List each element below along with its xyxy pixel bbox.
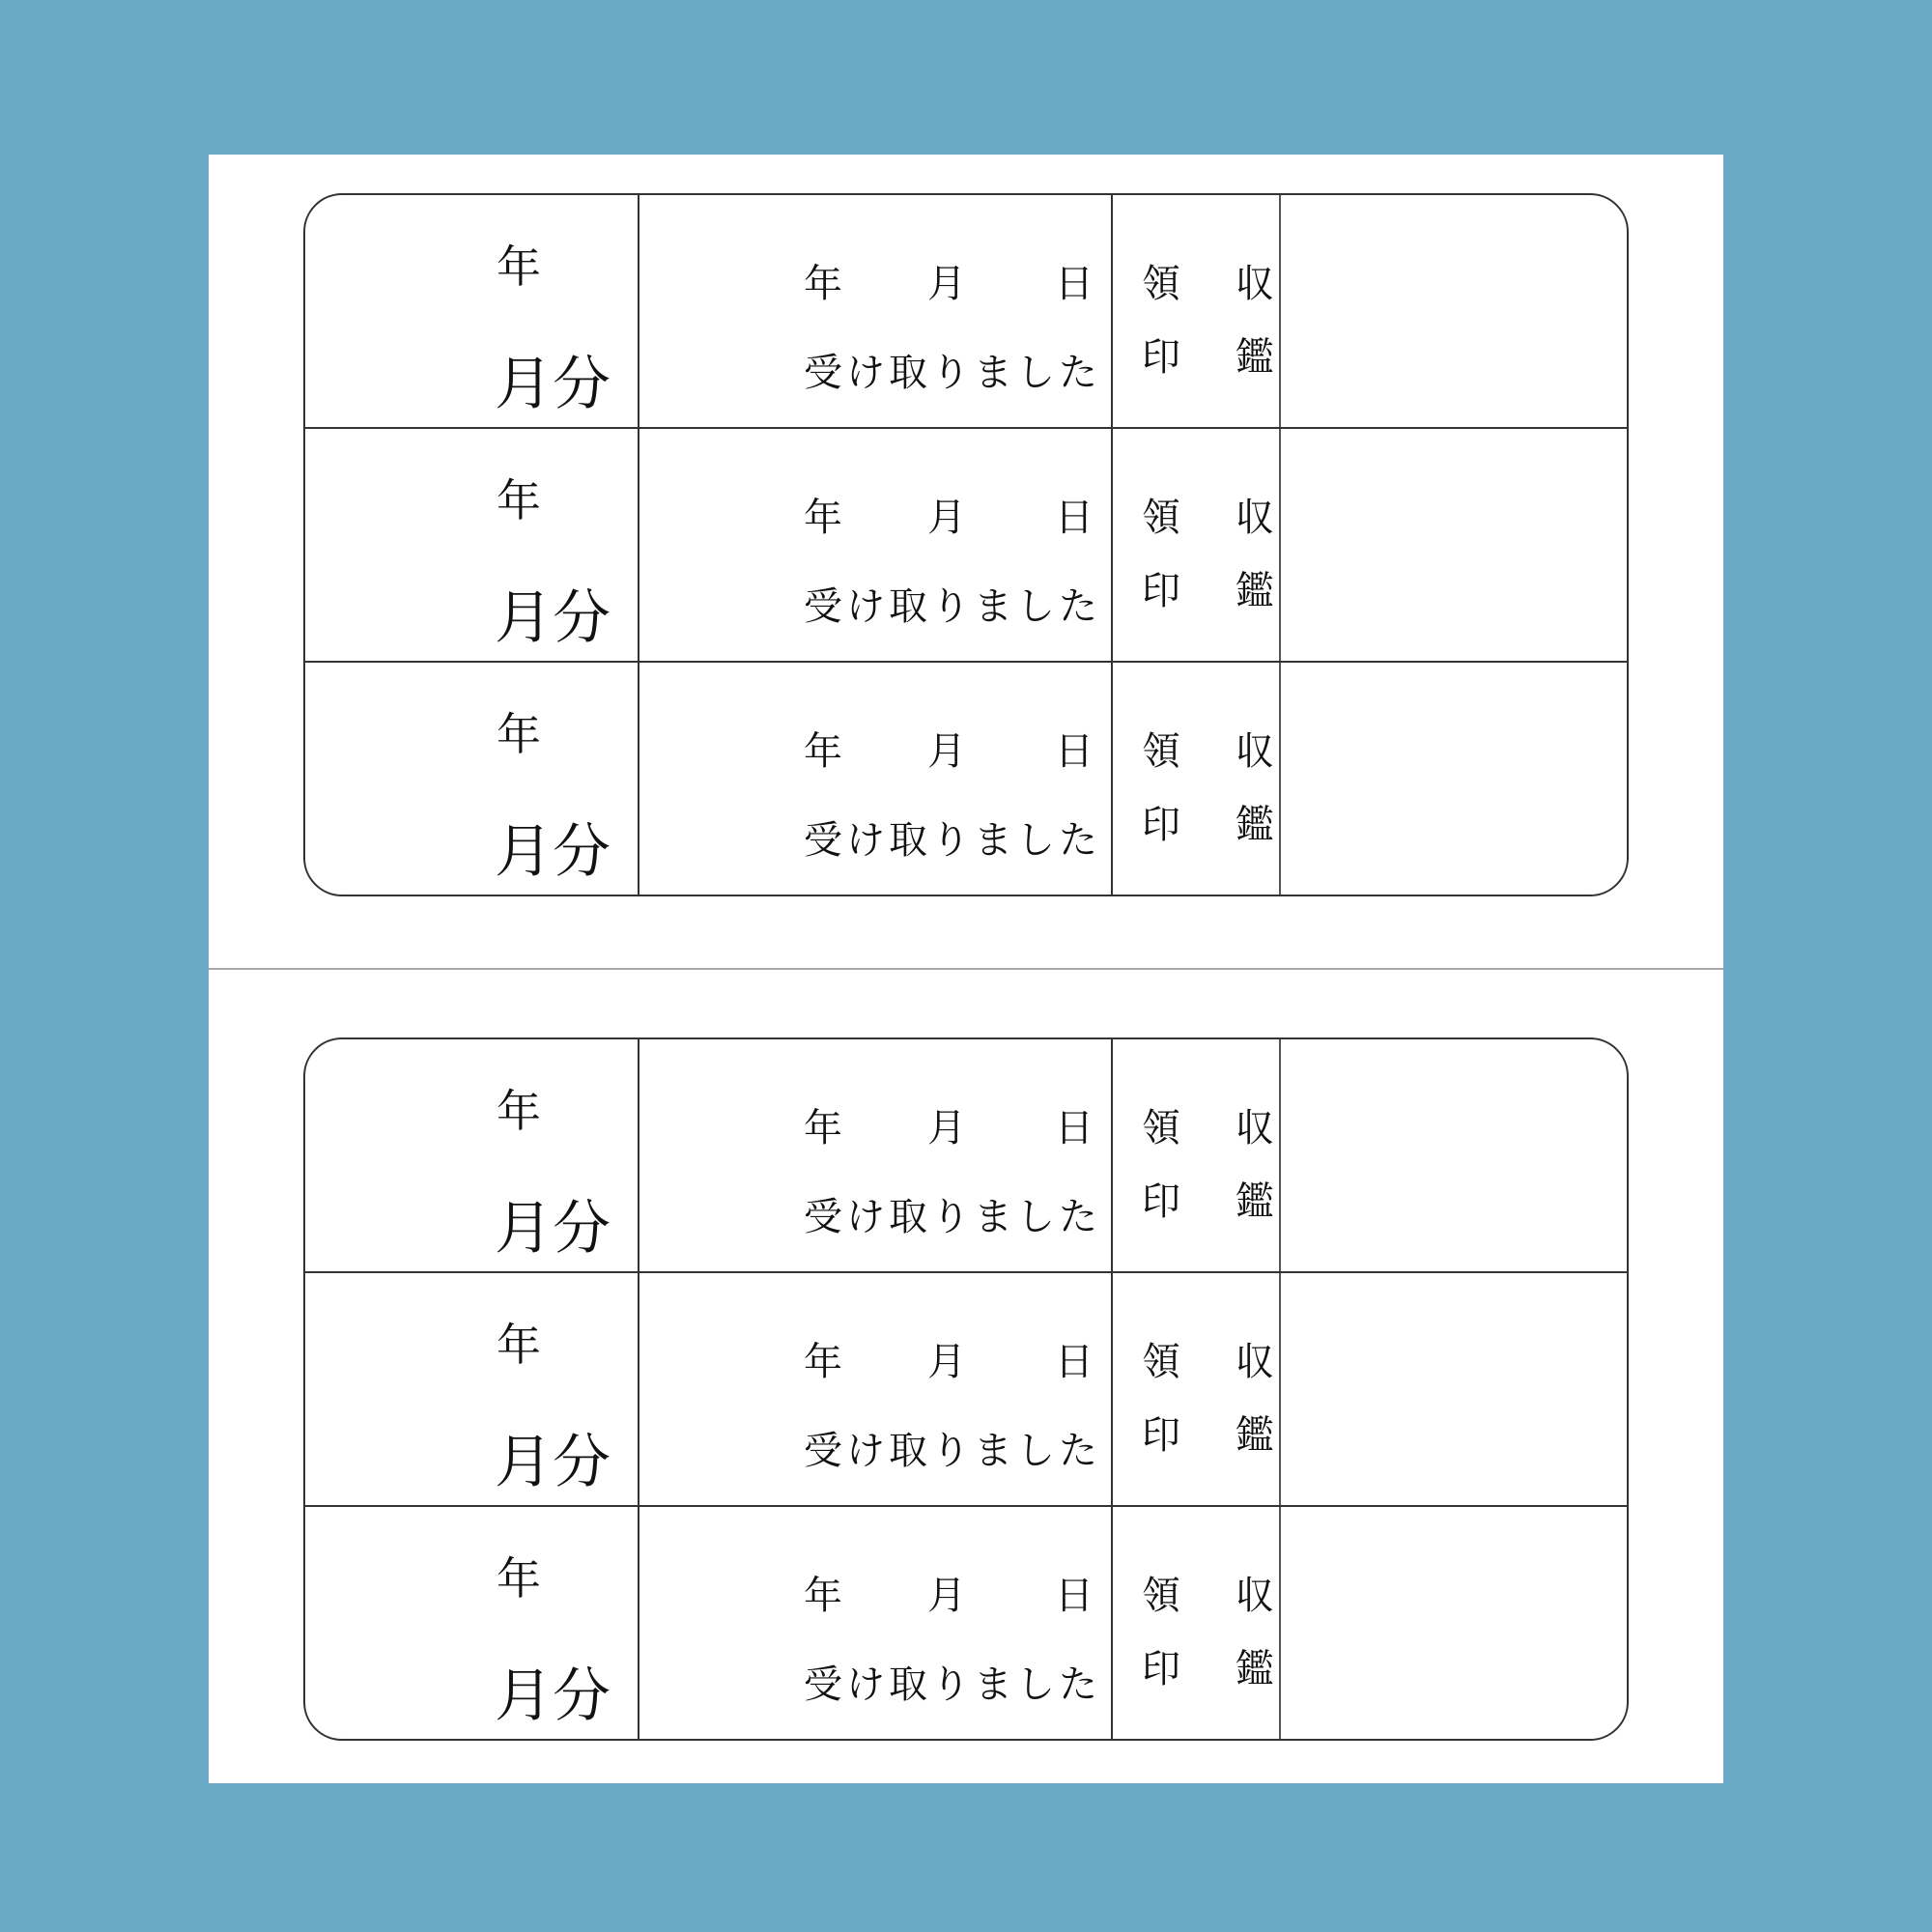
date-month-label: 月 bbox=[927, 1340, 966, 1384]
date-month-label: 月 bbox=[927, 729, 966, 774]
receipt-row bbox=[305, 195, 1627, 429]
period-month-label: 月分 bbox=[495, 818, 611, 886]
seal-label-line2: 印 鑑 bbox=[1142, 803, 1295, 847]
fold-divider bbox=[209, 968, 1723, 970]
receipt-block-bottom bbox=[303, 1037, 1629, 1741]
receipt-row bbox=[305, 663, 1627, 896]
date-month-label: 月 bbox=[927, 262, 966, 306]
receipt-date-cell bbox=[639, 1273, 1113, 1505]
received-label: 受け取りました bbox=[804, 1429, 1101, 1473]
period-year-label: 年 bbox=[497, 708, 541, 760]
period-cell bbox=[305, 429, 639, 661]
received-label: 受け取りました bbox=[804, 351, 1101, 395]
receipt-sheet bbox=[209, 155, 1723, 1783]
seal-label-cell bbox=[1113, 1039, 1295, 1271]
date-month-label: 月 bbox=[927, 496, 966, 540]
period-month-label: 月分 bbox=[495, 351, 611, 418]
seal-label-line1: 領 収 bbox=[1142, 1340, 1295, 1384]
receipt-date-cell bbox=[639, 1039, 1113, 1271]
date-year-label: 年 bbox=[804, 262, 842, 306]
received-label: 受け取りました bbox=[804, 584, 1101, 629]
seal-stamp-area bbox=[1281, 195, 1627, 427]
received-label: 受け取りました bbox=[804, 818, 1101, 863]
seal-stamp-area bbox=[1281, 1507, 1627, 1741]
receipt-date-cell bbox=[639, 429, 1113, 661]
receipt-date-cell bbox=[639, 195, 1113, 427]
period-month-label: 月分 bbox=[495, 1195, 611, 1263]
date-year-label: 年 bbox=[804, 1106, 842, 1151]
date-day-label: 日 bbox=[1055, 1106, 1094, 1151]
date-month-label: 月 bbox=[927, 1574, 966, 1618]
date-day-label: 日 bbox=[1055, 496, 1094, 540]
period-cell bbox=[305, 1273, 639, 1505]
seal-stamp-area bbox=[1281, 429, 1627, 661]
period-year-label: 年 bbox=[497, 241, 541, 293]
seal-label-line1: 領 収 bbox=[1142, 1106, 1295, 1151]
seal-label-cell bbox=[1113, 195, 1295, 427]
date-year-label: 年 bbox=[804, 496, 842, 540]
period-year-label: 年 bbox=[497, 1319, 541, 1371]
period-year-label: 年 bbox=[497, 474, 541, 526]
date-year-label: 年 bbox=[804, 1340, 842, 1384]
date-day-label: 日 bbox=[1055, 729, 1094, 774]
seal-label-line2: 印 鑑 bbox=[1142, 1179, 1295, 1224]
seal-stamp-area bbox=[1281, 663, 1627, 896]
seal-label-line1: 領 収 bbox=[1142, 1574, 1295, 1618]
receipt-date-cell bbox=[639, 1507, 1113, 1741]
date-month-label: 月 bbox=[927, 1106, 966, 1151]
receipt-row bbox=[305, 1039, 1627, 1273]
seal-label-line2: 印 鑑 bbox=[1142, 1413, 1295, 1458]
period-month-label: 月分 bbox=[495, 1662, 611, 1730]
seal-label-line1: 領 収 bbox=[1142, 496, 1295, 540]
seal-label-line1: 領 収 bbox=[1142, 262, 1295, 306]
period-year-label: 年 bbox=[497, 1085, 541, 1137]
seal-label-line2: 印 鑑 bbox=[1142, 569, 1295, 613]
seal-stamp-area bbox=[1281, 1039, 1627, 1271]
period-cell bbox=[305, 663, 639, 896]
seal-label-cell bbox=[1113, 429, 1295, 661]
period-year-label: 年 bbox=[497, 1552, 541, 1605]
period-cell bbox=[305, 1039, 639, 1271]
receipt-block-top bbox=[303, 193, 1629, 896]
receipt-date-cell bbox=[639, 663, 1113, 896]
seal-label-line2: 印 鑑 bbox=[1142, 335, 1295, 380]
period-cell bbox=[305, 1507, 639, 1741]
seal-label-line1: 領 収 bbox=[1142, 729, 1295, 774]
seal-label-cell bbox=[1113, 1273, 1295, 1505]
receipt-row bbox=[305, 429, 1627, 663]
date-day-label: 日 bbox=[1055, 1340, 1094, 1384]
received-label: 受け取りました bbox=[804, 1662, 1101, 1707]
period-month-label: 月分 bbox=[495, 1429, 611, 1496]
seal-label-line2: 印 鑑 bbox=[1142, 1647, 1295, 1691]
seal-stamp-area bbox=[1281, 1273, 1627, 1505]
seal-label-cell bbox=[1113, 1507, 1295, 1741]
seal-label-cell bbox=[1113, 663, 1295, 896]
receipt-row bbox=[305, 1273, 1627, 1507]
receipt-row bbox=[305, 1507, 1627, 1741]
date-year-label: 年 bbox=[804, 729, 842, 774]
period-month-label: 月分 bbox=[495, 584, 611, 652]
date-year-label: 年 bbox=[804, 1574, 842, 1618]
received-label: 受け取りました bbox=[804, 1195, 1101, 1239]
date-day-label: 日 bbox=[1055, 262, 1094, 306]
period-cell bbox=[305, 195, 639, 427]
date-day-label: 日 bbox=[1055, 1574, 1094, 1618]
